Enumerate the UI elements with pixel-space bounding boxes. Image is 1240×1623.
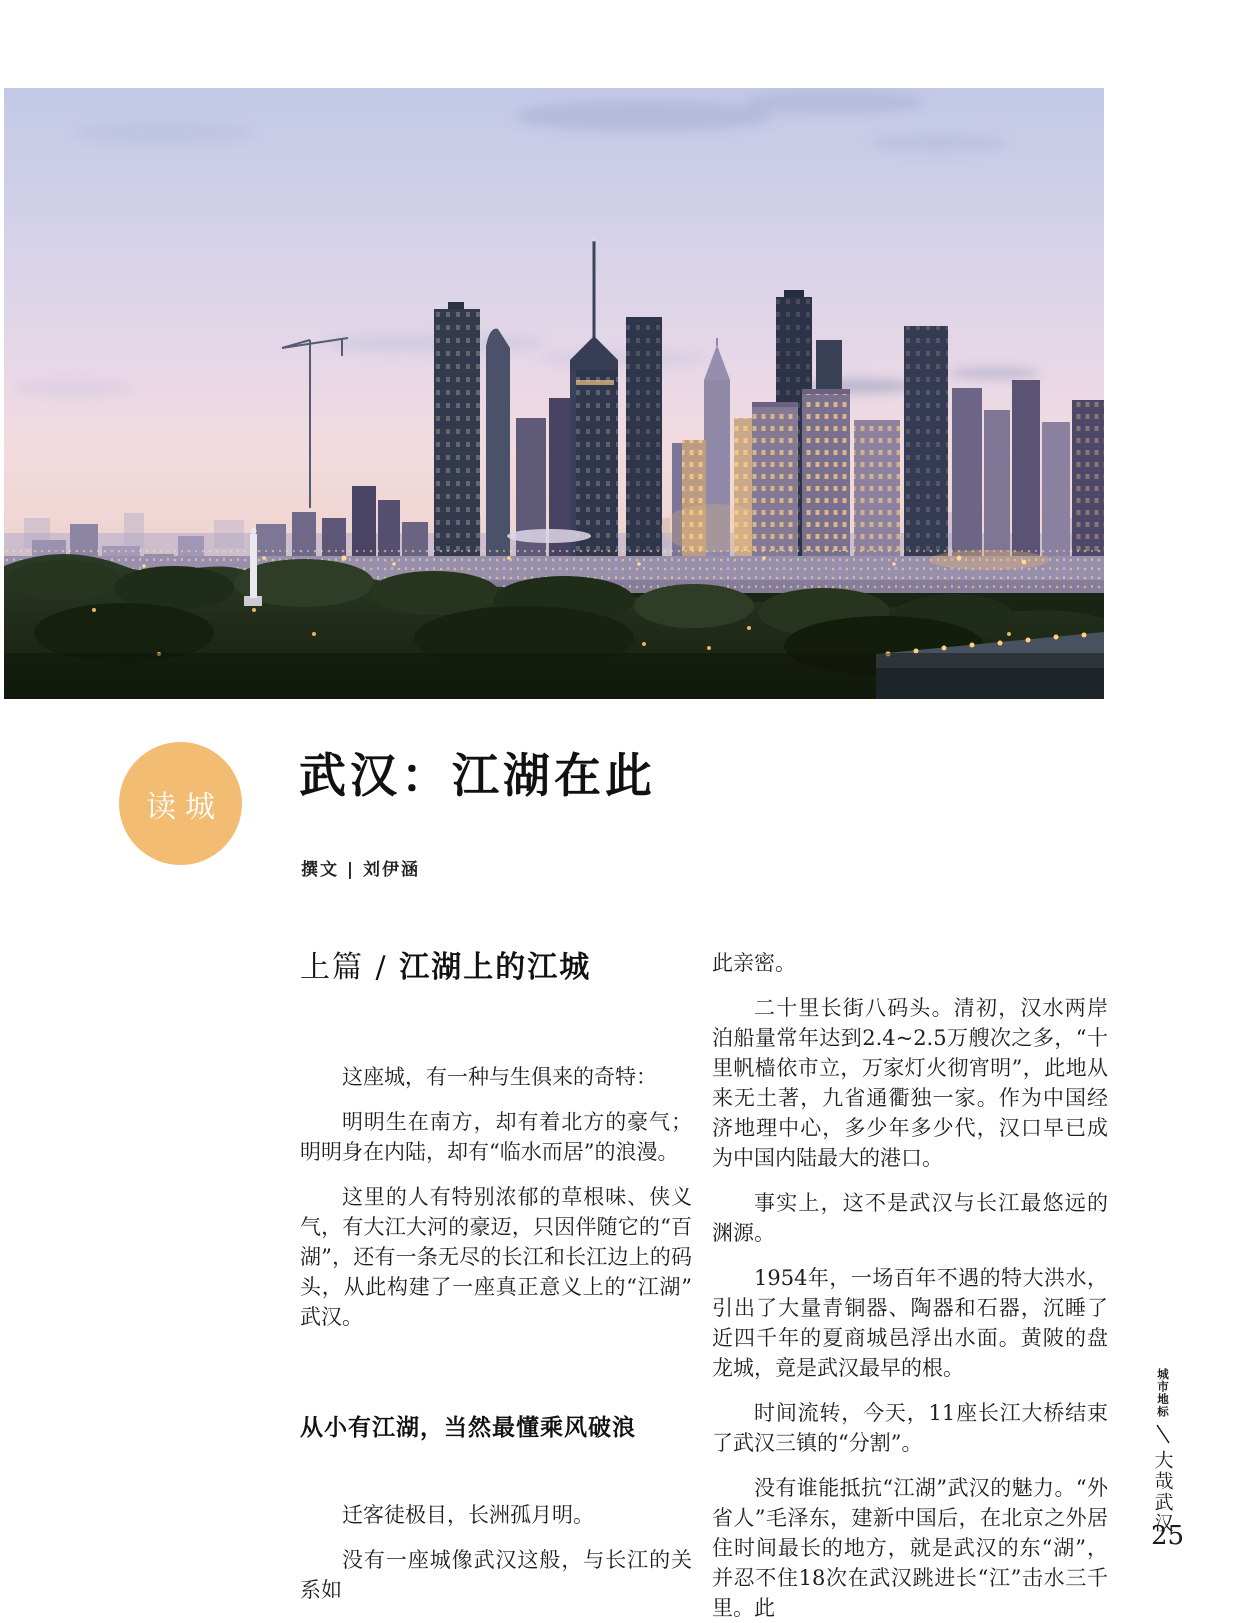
- section-header: [300, 948, 692, 988]
- paragraph: 事实上，这不是武汉与长江最悠远的渊源。: [712, 1191, 1108, 1245]
- paragraph: 没有谁能抵抗“江湖”武汉的魅力。“外省人”毛泽东，建新中国后，在北京之外居住时间最长的地方，就是武汉的东“湖”，并忍不住18次在武汉跳进长“江”击水三千里。此: [712, 1476, 1108, 1620]
- paragraph: 时间流转，今天，11座长江大桥结束了武汉三镇的“分割”。: [712, 1401, 1108, 1455]
- paragraph: 这里的人有特别浓郁的草根味、侠义气，有大江大河的豪迈，只因伴随它的“百湖”，还有一条无尽的长江和长江边上的码头，从此构建了一座真正意义上的“江湖”武汉。: [300, 1185, 692, 1329]
- edge-label-feature: 大哉武汉: [1151, 1450, 1174, 1534]
- section-header-title: 江湖上的江城: [399, 950, 592, 985]
- slash-divider-icon: [1154, 1422, 1172, 1446]
- paragraph: 明明生在南方，却有着北方的豪气；明明身在内陆，却有“临水而居”的浪漫。: [300, 1110, 692, 1164]
- paragraph: 没有一座城像武汉这般，与长江的关系如: [300, 1548, 692, 1602]
- paragraph: 1954年，一场百年不遇的特大洪水，引出了大量青铜器、陶器和石器，沉睡了近四千年的夏商城邑浮出水面。黄陂的盘龙城，竟是武汉最早的根。: [712, 1266, 1108, 1380]
- section-badge: [119, 742, 242, 865]
- edge-label-category: 城市地标: [1156, 1368, 1170, 1418]
- paragraph: 二十里长街八码头。清初，汉水两岸泊船量常年达到2.4~2.5万艘次之多，“十里帆樯依市立，万家灯火彻宵明”，此地从来无土著，九省通衢独一家。作为中国经济地理中心，多少年多少代，汉口早已成为中国内陆最大的港口。: [712, 996, 1108, 1170]
- cityscape-illustration: [4, 88, 1104, 699]
- hero-photo: [4, 88, 1104, 699]
- byline: 撰文 | 刘伊涵: [301, 860, 421, 880]
- section-header-prefix: 上篇 /: [300, 950, 388, 985]
- section-badge-label: 读城: [146, 789, 224, 825]
- paragraph: 迁客徒极目，长洲孤月明。: [342, 1503, 594, 1527]
- edge-label: [1146, 1368, 1180, 1534]
- article-title: 武汉：江湖在此: [299, 749, 656, 804]
- page-number: 25: [1151, 1521, 1185, 1551]
- subheading: 从小有江湖，当然最懂乘风破浪: [300, 1414, 636, 1441]
- left-column: [300, 948, 692, 1620]
- paragraph: 此亲密。: [712, 951, 796, 975]
- paragraph: 这座城，有一种与生俱来的奇特：: [342, 1065, 657, 1089]
- right-column: [712, 948, 1108, 1623]
